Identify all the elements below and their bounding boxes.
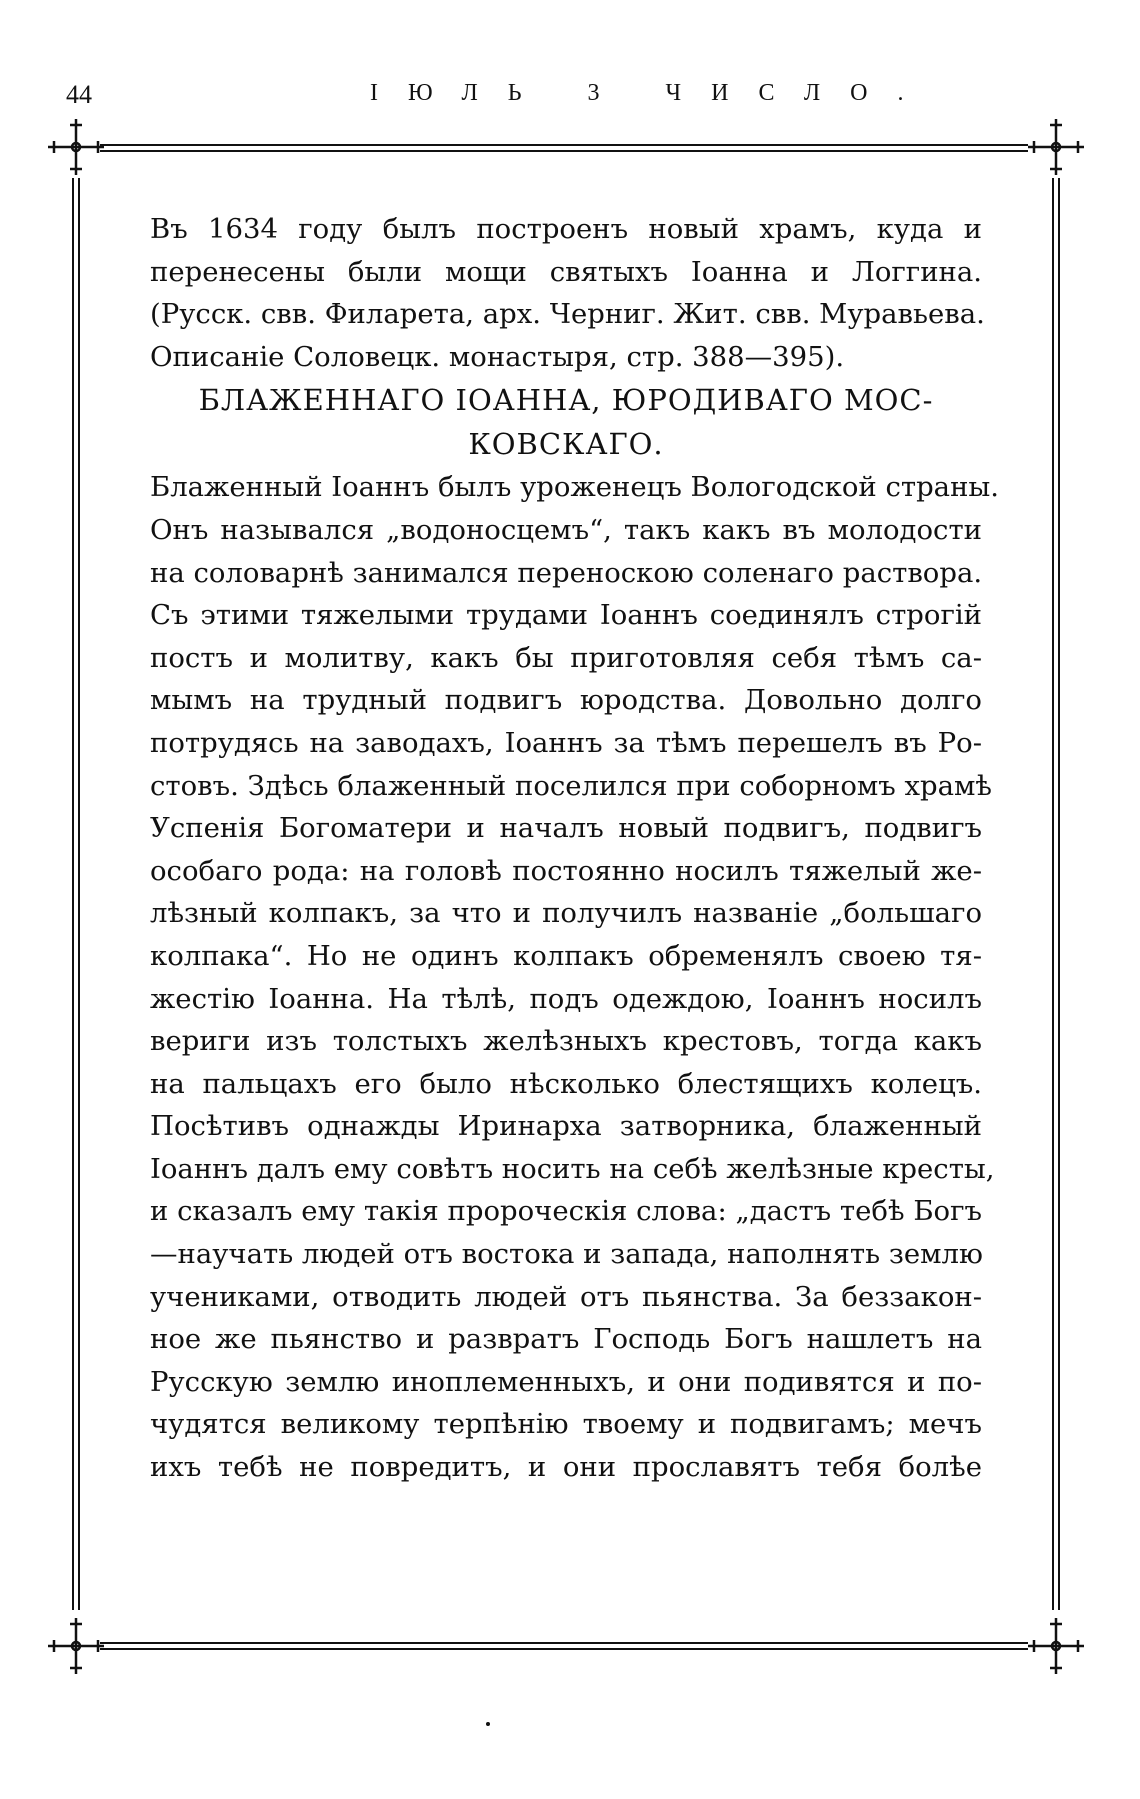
text-line: стовъ. Здѣсь блаженный поселился при соборномъ храмѣ [150,769,992,802]
cross-ornament-icon [44,115,108,179]
text-line: и сказалъ ему такія пророческія слова: „дастъ тебѣ Богъ [150,1195,982,1228]
text-line: чудятся великому терпѣнію твоему и подвигамъ; мечъ [150,1408,982,1441]
text-line: Съ этими тяжелыми трудами Іоаннъ соединялъ строгій [150,599,982,632]
text-line: колпака“. Но не одинъ колпакъ обременялъ своею тя- [150,939,982,972]
text-line: мымъ на трудный подвигъ юродства. Довольно долго [150,684,982,717]
text-line: Іоаннъ далъ ему совѣтъ носить на себѣ желѣзные кресты, [150,1152,995,1185]
frame-top-rule [100,144,1028,146]
text-line: Онъ назывался „водоносцемъ“, такъ какъ въ молодости [150,513,982,546]
cross-ornament-icon [44,1614,108,1678]
frame-bottom-rule [100,1642,1028,1644]
text-line: Описаніе Соловецк. монастыря, стр. 388—395). [150,340,845,373]
text-line: Русскую землю иноплеменныхъ, и они подивятся и по- [150,1365,982,1398]
text-line: учениками, отводить людей отъ пьянства. За беззакон- [150,1280,982,1313]
page-number: 44 [66,80,92,109]
frame-left-rule [72,178,74,1610]
body-paragraph [150,466,1000,1488]
print-speck [486,1722,490,1726]
text-line: Успенія Богоматери и началъ новый подвигъ, подвигъ [150,812,982,845]
cross-ornament-icon [1024,115,1088,179]
text-line: Въ 1634 году былъ построенъ новый храмъ, куда и [150,213,982,245]
text-body [150,208,1000,1489]
text-line: ихъ тебѣ не повредитъ, и они прославятъ тебя болѣе [150,1451,982,1484]
intro-paragraph [150,208,985,378]
text-line: постъ и молитву, какъ бы приготовляя себя тѣмъ са- [150,641,982,674]
frame-bottom-rule-inner [100,1648,1028,1650]
text-line: (Русск. свв. Филарета, арх. Черниг. Жит. свв. Муравьева. [150,298,985,331]
text-line: —научать людей отъ востока и запада, наполнять землю [150,1238,983,1271]
running-head: ІЮЛЬ 3 ЧИСЛО. [370,80,934,106]
frame-top-rule-inner [100,150,1028,152]
section-heading [150,378,982,466]
text-line: ное же пьянство и развратъ Господь Богъ нашлетъ на [150,1323,982,1356]
text-line: особаго рода: на головѣ постоянно носилъ тяжелый же- [150,854,982,887]
text-line: перенесены были мощи святыхъ Іоанна и Логгина. [150,255,982,288]
text-line: на соловарнѣ занимался переноскою соленаго раствора. [150,556,983,589]
text-line: Посѣтивъ однажды Иринарха затворника, блаженный [150,1110,982,1143]
frame-left-rule-inner [78,178,80,1610]
cross-ornament-icon [1024,1614,1088,1678]
text-line: потрудясь на заводахъ, Іоаннъ за тѣмъ перешелъ въ Ро- [150,726,982,759]
frame-right-rule [1052,178,1054,1610]
text-line: вериги изъ толстыхъ желѣзныхъ крестовъ, тогда какъ [150,1025,982,1058]
heading-line: КОВСКАГО. [468,427,664,462]
text-line: Блаженный Іоаннъ былъ уроженецъ Вологодской страны. [150,471,1000,504]
text-line: лѣзный колпакъ, за что и получилъ названіе „большаго [150,897,982,930]
frame-right-rule-inner [1058,178,1060,1610]
heading-line: БЛАЖЕННАГО ІОАННА, ЮРОДИВАГО МОС- [198,383,934,418]
text-line: жестію Іоанна. На тѣлѣ, подъ одеждою, Іоаннъ носилъ [150,982,982,1015]
text-line: на пальцахъ его было нѣсколько блестящихъ колецъ. [150,1067,982,1100]
